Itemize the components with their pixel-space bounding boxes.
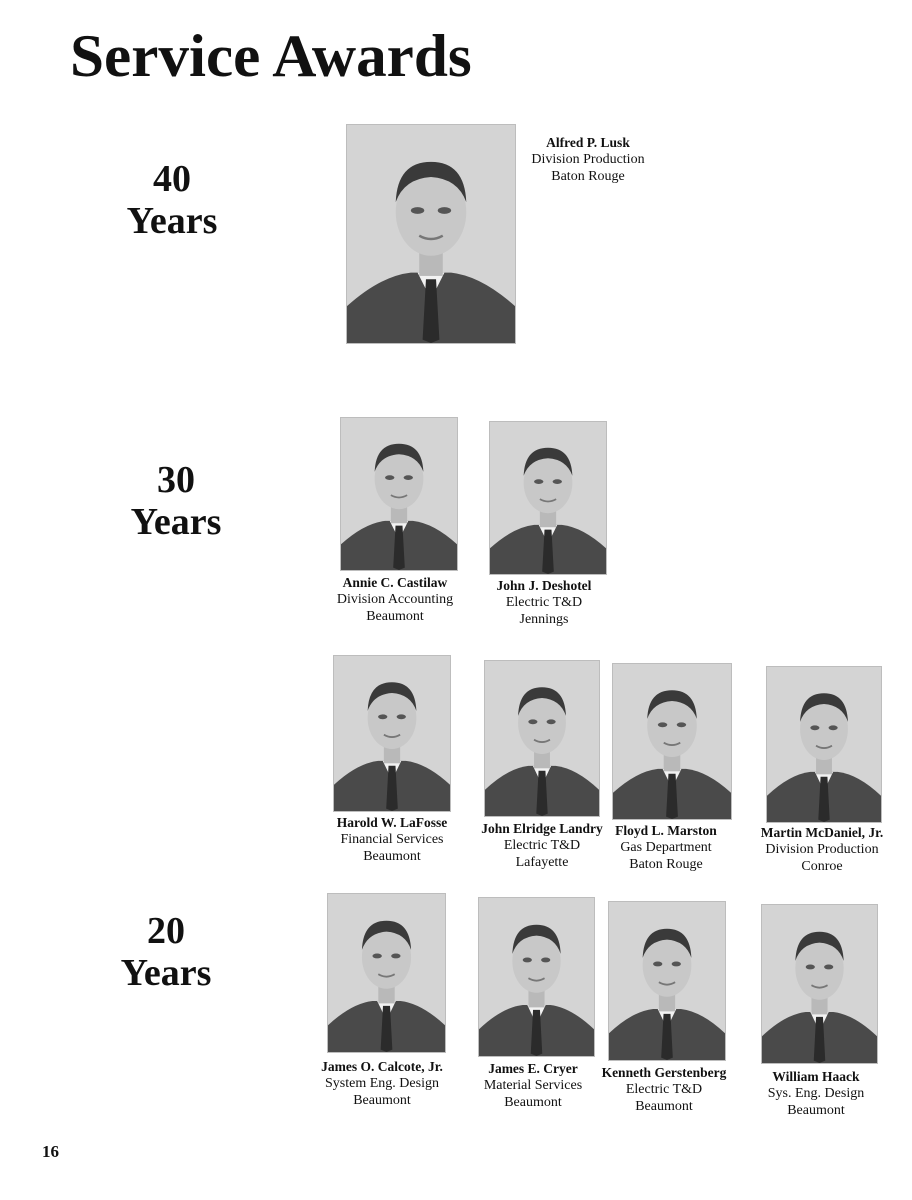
person-caption	[732, 824, 912, 875]
person-caption	[498, 134, 678, 185]
years-40-label	[102, 158, 242, 242]
person-department: Gas Department	[620, 840, 712, 855]
person-name: John J. Deshotel	[496, 578, 592, 593]
person-location: Baton Rouge	[629, 857, 703, 872]
person-name: James O. Calcote, Jr.	[321, 1059, 443, 1074]
person-location: Beaumont	[363, 849, 421, 864]
person-location: Beaumont	[366, 609, 424, 624]
years-number: 40	[153, 158, 191, 200]
person-department: Sys. Eng. Design	[767, 1086, 865, 1101]
person-name: Alfred P. Lusk	[546, 135, 630, 150]
person-name: Floyd L. Marston	[615, 823, 717, 838]
years-number: 30	[157, 459, 195, 501]
portrait-photo	[333, 655, 451, 812]
person-department: Division Production	[765, 842, 879, 857]
person-location: Beaumont	[504, 1095, 562, 1110]
person-department: System Eng. Design	[325, 1076, 439, 1091]
person-department: Material Services	[483, 1078, 583, 1093]
portrait-photo	[327, 893, 446, 1053]
person-location: Conroe	[801, 859, 843, 874]
portrait-photo	[766, 666, 882, 823]
years-number: 20	[147, 910, 185, 952]
years-20-label	[96, 910, 236, 994]
person-location: Jennings	[519, 612, 569, 627]
person-location: Beaumont	[635, 1099, 693, 1114]
portrait-photo	[346, 124, 516, 344]
years-word: Years	[126, 200, 218, 242]
portrait-photo	[612, 663, 732, 820]
person-name: James E. Cryer	[488, 1061, 578, 1076]
person-department: Financial Services	[340, 832, 444, 847]
portrait-photo	[340, 417, 458, 571]
portrait-photo	[761, 904, 878, 1064]
years-word: Years	[120, 952, 212, 994]
person-location: Baton Rouge	[551, 169, 625, 184]
portrait-photo	[608, 901, 726, 1061]
person-name: Kenneth Gerstenberg	[601, 1065, 727, 1080]
person-location: Beaumont	[353, 1093, 411, 1108]
person-name: Annie C. Castilaw	[342, 575, 448, 590]
person-caption	[576, 822, 756, 873]
portrait-photo	[489, 421, 607, 575]
years-30-label	[106, 459, 246, 543]
person-name: Harold W. LaFosse	[336, 815, 448, 830]
portrait-photo	[478, 897, 595, 1057]
page-number: 16	[42, 1142, 59, 1161]
person-location: Beaumont	[787, 1103, 845, 1118]
page-title: Service Awards	[70, 23, 472, 89]
person-caption	[454, 577, 634, 628]
person-name: William Haack	[772, 1069, 860, 1084]
person-department: Division Production	[531, 152, 645, 167]
person-department: Electric T&D	[505, 595, 583, 610]
person-name: Martin McDaniel, Jr.	[760, 825, 884, 840]
years-word: Years	[130, 501, 222, 543]
person-caption	[726, 1068, 906, 1119]
person-location: Lafayette	[515, 855, 569, 870]
person-department: Division Accounting	[336, 592, 454, 607]
person-department: Electric T&D	[503, 838, 581, 853]
person-department: Electric T&D	[625, 1082, 703, 1097]
person-name: John Elridge Landry	[481, 821, 603, 836]
portrait-photo	[484, 660, 600, 817]
